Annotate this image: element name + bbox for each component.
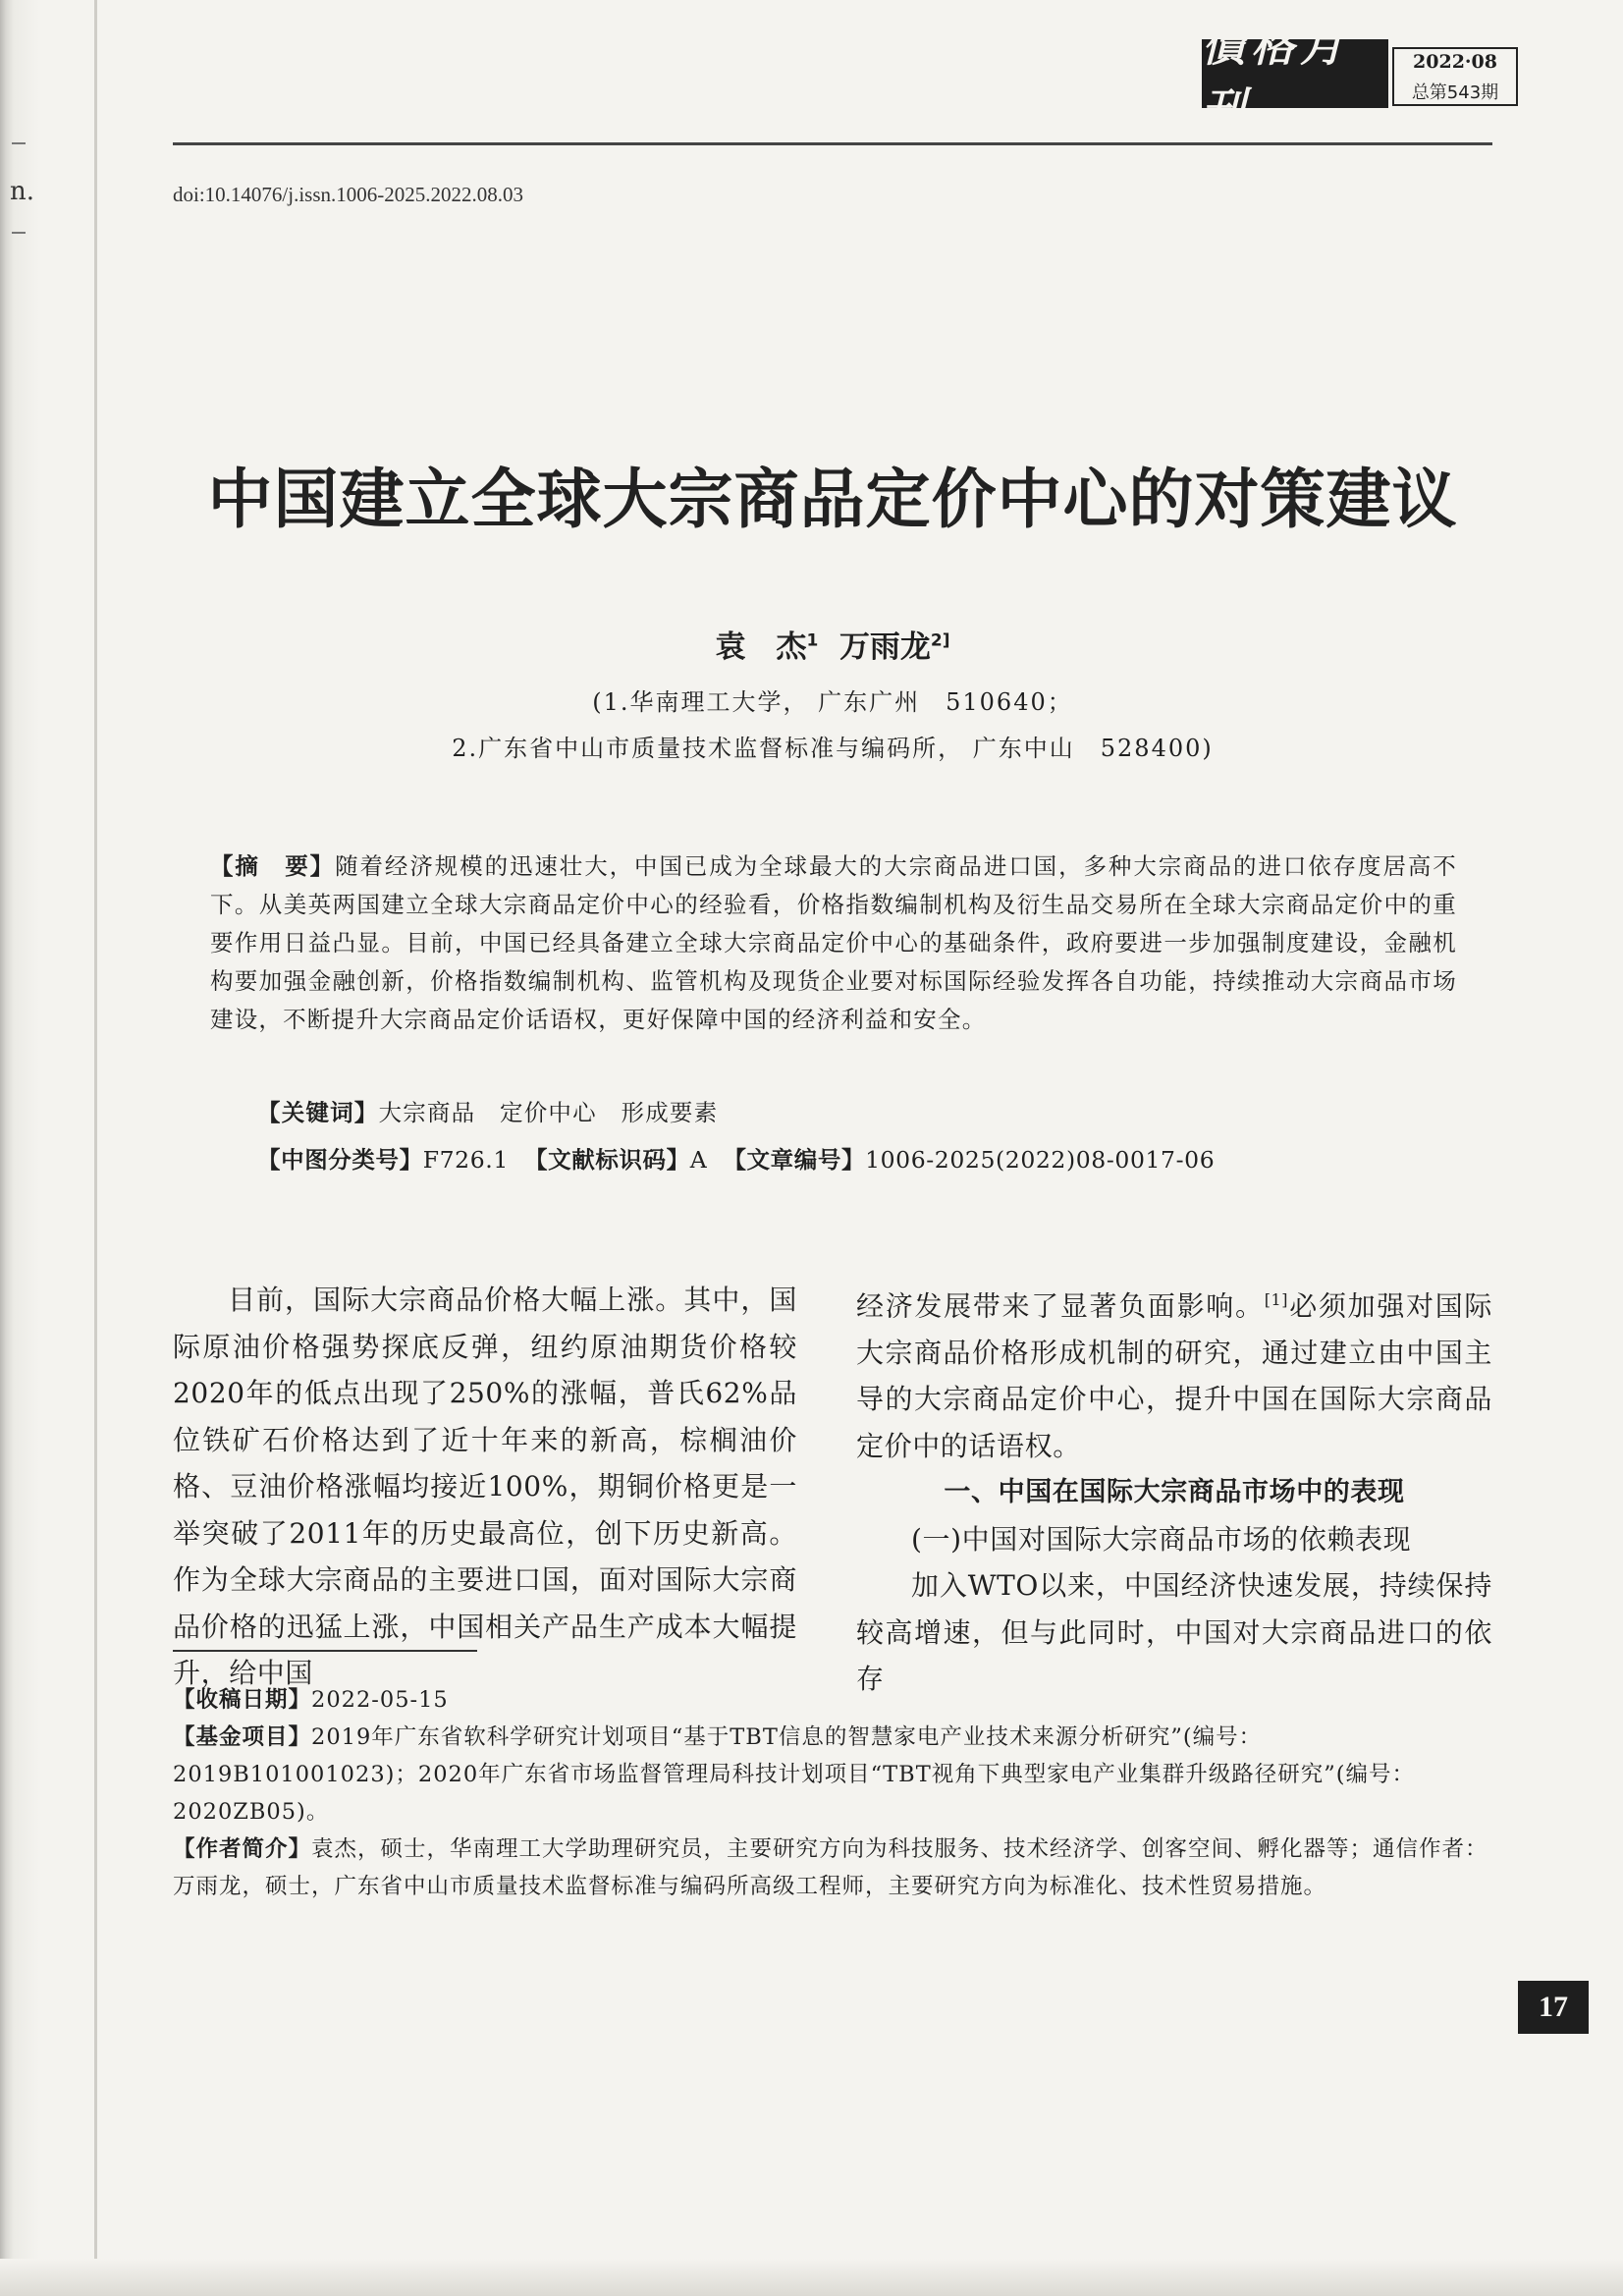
received-date bbox=[173, 1681, 1492, 1719]
author-bio-value: 袁杰，硕士，华南理工大学助理研究员，主要研究方向为科技服务、技术经济学、创客空间、孵化器等；通信作者：万雨龙，硕士，广东省中山市质量技术监督标准与编码所高级工程师，主要研究方向为标准化、技术性贸易措施。 bbox=[173, 1836, 1488, 1899]
author-1-affiliation-mark: 1 bbox=[806, 630, 819, 651]
received-label: 【收稿日期】 bbox=[173, 1687, 312, 1713]
edge-dash bbox=[12, 142, 26, 144]
issue-box bbox=[1392, 47, 1518, 106]
edge-dash bbox=[12, 232, 26, 234]
author-2-name: 万雨龙 bbox=[839, 629, 931, 665]
received-value: 2022-05-15 bbox=[311, 1687, 449, 1713]
keywords bbox=[257, 1094, 1455, 1127]
doi-line: doi:10.14076/j.issn.1006-2025.2022.08.03 bbox=[173, 183, 524, 206]
edge-text: n. bbox=[10, 177, 35, 206]
affiliation-line-2: 2.广东省中山市质量技术监督标准与编码所， 广东中山 528400) bbox=[452, 735, 1214, 762]
author-bio bbox=[173, 1831, 1492, 1905]
body-column-left bbox=[173, 1277, 797, 1697]
fund-value: 2019年广东省软科学研究计划项目“基于TBT信息的智慧家电产业技术来源分析研究”(编号：2019B101001023)；2020年广东省市场监督管理局科技计划项目“TBT视角下典型家电产业集群升级路径研究”(编号：2020ZB05)。 bbox=[173, 1724, 1416, 1825]
author-2-affiliation-mark: 2] bbox=[930, 630, 950, 651]
abstract-text: 随着经济规模的迅速壮大，中国已成为全球最大的大宗商品进口国，多种大宗商品的进口依存度居高不下。从美英两国建立全球大宗商品定价中心的经验看，价格指数编制机构及衍生品交易所在全球大宗商品定价中的重要作用日益凸显。目前，中国已经具备建立全球大宗商品定价中心的基础条件，政府要进一步加强制度建设，金融机构要加强金融创新，价格指数编制机构、监管机构及现货企业要对标国际经验发挥各自功能，持续推动大宗商品市场建设，不断提升大宗商品定价话语权，更好保障中国的经济利益和安全。 bbox=[210, 852, 1458, 1033]
clc-label: 【中图分类号】 bbox=[257, 1146, 423, 1174]
keywords-text: 大宗商品 定价中心 形成要素 bbox=[378, 1099, 719, 1126]
scan-spine-line bbox=[94, 0, 97, 2296]
body-paragraph: 目前，国际大宗商品价格大幅上涨。其中，国际原油价格强势探底反弹，纽约原油期货价格较2020年的低点出现了250%的涨幅，普氏62%品位铁矿石价格达到了近十年来的新高，棕榈油价格、豆油价格涨幅均接近100%，期铜价格更是一举突破了2011年的历史最高位，创下历史新高。作为全球大宗商品的主要进口国，面对国际大宗商品价格的迅猛上涨，中国相关产品生产成本大幅提升，给中国 bbox=[173, 1284, 797, 1689]
fund-info bbox=[173, 1719, 1492, 1831]
abstract bbox=[210, 847, 1457, 1039]
citation-ref: [1] bbox=[1264, 1290, 1289, 1309]
body-text: 必须加强对国际大宗商品价格形成机制的研究，通过建立由中国主导的大宗商品定价中心，提升中国在国际大宗商品定价中的话语权。 bbox=[856, 1289, 1492, 1462]
footnote-rule bbox=[173, 1650, 477, 1652]
body-column-right bbox=[856, 1277, 1492, 1703]
abstract-label: 【摘 要】 bbox=[210, 852, 336, 880]
journal-logo: 價格月刊 bbox=[1202, 39, 1388, 108]
body-paragraph bbox=[856, 1277, 1492, 1469]
body-text: 经济发展带来了显著负面影响。 bbox=[856, 1289, 1265, 1323]
doc-code-label: 【文献标识码】 bbox=[524, 1146, 690, 1174]
author-line bbox=[173, 622, 1492, 666]
section-heading: 一、中国在国际大宗商品市场中的表现 bbox=[944, 1477, 1405, 1508]
issue-total: 总第543期 bbox=[1411, 82, 1499, 103]
keywords-label: 【关键词】 bbox=[257, 1099, 379, 1126]
fund-label: 【基金项目】 bbox=[173, 1724, 312, 1750]
doc-code-value: A bbox=[689, 1146, 708, 1174]
scan-edge-shadow bbox=[0, 0, 98, 2296]
issue-year: 2022·08 bbox=[1413, 51, 1497, 73]
header-rule bbox=[173, 142, 1492, 145]
footnotes bbox=[173, 1681, 1492, 1905]
scan-bottom-shade bbox=[0, 2259, 1623, 2296]
page-number: 17 bbox=[1518, 1981, 1589, 2034]
author-1-name: 袁 杰 bbox=[715, 629, 807, 665]
body-paragraph: 加入WTO以来，中国经济快速发展，持续保持较高增速，但与此同时，中国对大宗商品进口的依存 bbox=[856, 1569, 1492, 1696]
clc-value: F726.1 bbox=[422, 1146, 509, 1174]
classification-line bbox=[257, 1141, 1475, 1175]
author-bio-label: 【作者简介】 bbox=[173, 1836, 312, 1862]
affiliation-line-1: (1.华南理工大学， 广东广州 510640； bbox=[592, 688, 1073, 716]
article-number-value: 1006-2025(2022)08-0017-06 bbox=[865, 1146, 1216, 1174]
article-number-label: 【文章编号】 bbox=[723, 1146, 866, 1174]
subsection-heading: (一)中国对国际大宗商品市场的依赖表现 bbox=[911, 1522, 1412, 1556]
journal-masthead bbox=[1202, 22, 1516, 135]
article-title: 中国建立全球大宗商品定价中心的对策建议 bbox=[207, 461, 1458, 537]
